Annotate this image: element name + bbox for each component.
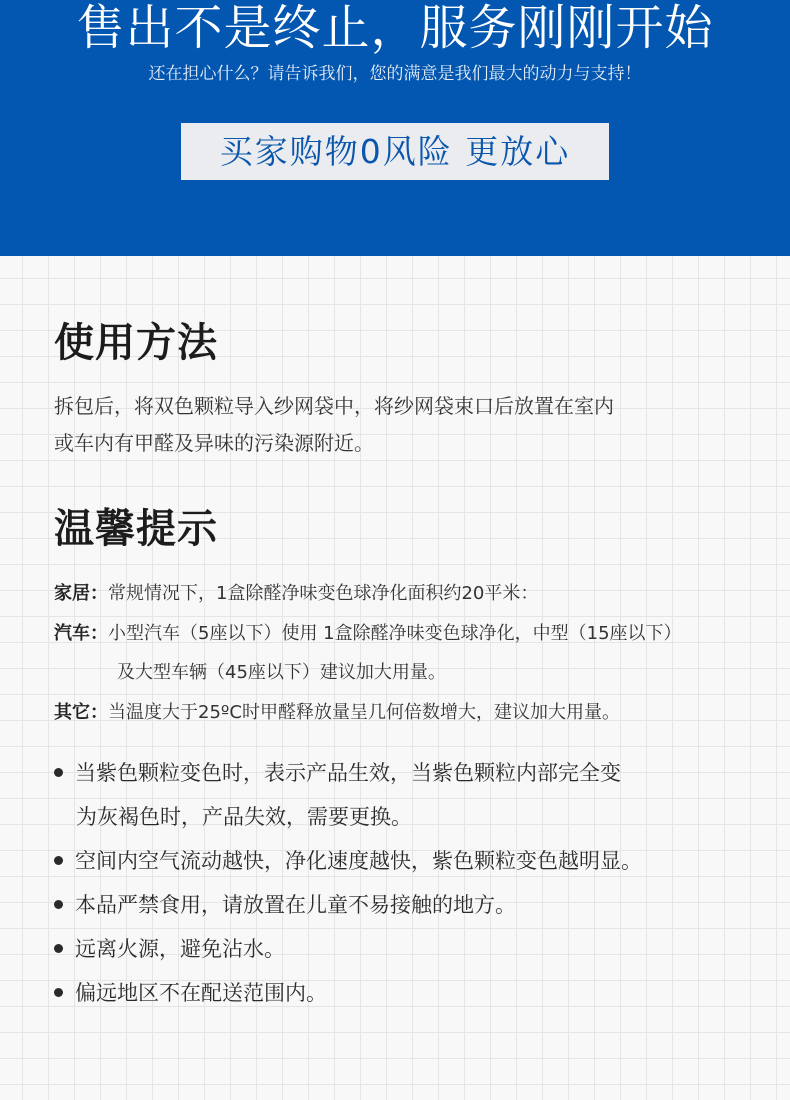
list-item-continued: 为灰褐色时，产品失效，需要更换。 bbox=[76, 805, 412, 829]
bullet-dot-icon bbox=[54, 900, 63, 909]
tip-car-label: 汽车： bbox=[54, 623, 108, 644]
list-item bbox=[54, 839, 642, 883]
tip-home bbox=[54, 581, 538, 607]
usage-line: 拆包后，将双色颗粒导入纱网袋中，将纱网袋束口后放置在室内 bbox=[54, 394, 614, 418]
list-item-text: 空间内空气流动越快，净化速度越快，紫色颗粒变色越明显。 bbox=[75, 849, 642, 873]
header-banner bbox=[0, 0, 790, 256]
usage-line: 或车内有甲醛及异味的污染源附近。 bbox=[54, 431, 374, 455]
tip-car-text: 小型汽车（5座以下）使用 1盒除醛净味变色球净化，中型（15座以下） bbox=[108, 623, 682, 644]
bullet-dot-icon bbox=[54, 988, 63, 997]
bullet-dot-icon bbox=[54, 944, 63, 953]
tip-car-text-continued: 及大型车辆（45座以下）建议加大用量。 bbox=[117, 662, 446, 683]
banner-subtitle: 还在担心什么？请告诉我们，您的满意是我们最大的动力与支持！ bbox=[148, 64, 642, 84]
list-item bbox=[54, 971, 327, 1015]
tip-car bbox=[54, 621, 682, 647]
tip-other-label: 其它： bbox=[54, 702, 108, 723]
bullet-dot-icon bbox=[54, 856, 63, 865]
tips-heading: 温馨提示 bbox=[54, 506, 218, 552]
tip-home-text: 常规情况下，1盒除醛净味变色球净化面积约20平米： bbox=[108, 583, 539, 604]
list-item bbox=[54, 751, 621, 795]
content-area bbox=[0, 256, 790, 1100]
tip-other-text: 当温度大于25ºC时甲醛释放量呈几何倍数增大，建议加大用量。 bbox=[108, 702, 620, 723]
bullet-dot-icon bbox=[54, 768, 63, 777]
list-item-text: 本品严禁食用，请放置在儿童不易接触的地方。 bbox=[75, 893, 516, 917]
list-item bbox=[54, 883, 516, 927]
zero-risk-badge: 买家购物0风险 更放心 bbox=[181, 123, 609, 180]
list-item-text: 当紫色颗粒变色时，表示产品生效，当紫色颗粒内部完全变 bbox=[75, 761, 621, 785]
list-item-text: 偏远地区不在配送范围内。 bbox=[75, 981, 327, 1005]
usage-heading: 使用方法 bbox=[54, 320, 218, 366]
tip-home-label: 家居： bbox=[54, 583, 108, 604]
list-item-text: 远离火源，避免沾水。 bbox=[75, 937, 285, 961]
usage-text bbox=[54, 388, 744, 462]
list-item bbox=[54, 927, 285, 971]
banner-title: 售出不是终止，服务刚刚开始 bbox=[76, 0, 714, 56]
tip-other bbox=[54, 700, 620, 726]
